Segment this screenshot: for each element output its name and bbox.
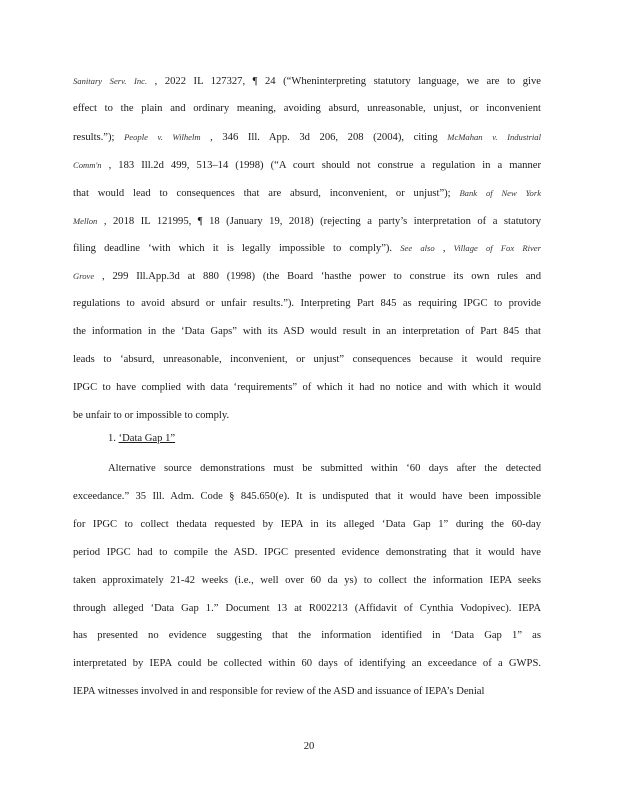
text-line: regulations to avoid absurd or unfair results.”). Interpreting Part 845 as requiring IPGC to provide bbox=[73, 298, 541, 310]
text-line: Comm'n , 183 Ill.2d 499, 513–14 (1998) (“A court should not construe a regulation in a manner bbox=[73, 159, 541, 171]
text-line: that would lead to consequences that are absurd, inconvenient, or unjust”); Bank of New York bbox=[73, 187, 542, 199]
text-line: IEPA witnesses involved in and responsible for review of the ASD and issuance of IEPA’s Denial bbox=[73, 686, 485, 698]
text-line: results.”); People v. Wilhelm , 346 Ill. App. 3d 206, 208 (2004), citing McMahan v. Industrial bbox=[73, 131, 541, 143]
text-line: through alleged ‘Data Gap 1.” Document 13 at R002213 (Affidavit of Cynthia Vodopivec). IEPA bbox=[73, 602, 541, 614]
text-line: filing deadline ‘with which it is legally impossible to comply”). See also , Village of Fox River bbox=[73, 243, 541, 255]
section-heading bbox=[108, 433, 175, 444]
text-line: has presented no evidence suggesting that the information identified in ‘Data Gap 1” as bbox=[73, 630, 541, 642]
text-line: Sanitary Serv. Inc. , 2022 IL 127327, ¶ 24 (“Wheninterpreting statutory language, we are to give bbox=[73, 76, 541, 87]
text-line: interpretated by IEPA could be collected within 60 days of identifying an exceedance of a GWPS. bbox=[73, 658, 541, 670]
text-line: exceedance.” 35 Ill. Adm. Code § 845.650(e). It is undisputed that it would have been impossible bbox=[73, 490, 541, 502]
heading-title: ‘Data Gap 1” bbox=[118, 433, 176, 444]
text-line: Grove , 299 Ill.App.3d at 880 (1998) (the Board ‘hasthe power to construe its own rules and bbox=[73, 271, 541, 283]
text-line: be unfair to or impossible to comply. bbox=[73, 409, 230, 421]
text-line: effect to the plain and ordinary meaning, avoiding absurd, unreasonable, unjust, or inconvenient bbox=[73, 102, 541, 114]
page-number: 20 bbox=[303, 741, 315, 752]
text-line: for IPGC to collect thedata requested by IEPA in its alleged ‘Data Gap 1” during the 60-day bbox=[73, 518, 541, 530]
text-line: the information in the ‘Data Gaps” with its ASD would result in an interpretation of Part 845 that bbox=[73, 326, 541, 338]
text-line: leads to ‘absurd, unreasonable, inconvenient, or unjust” consequences because it would require bbox=[73, 354, 541, 365]
text-line: IPGC to have complied with data ‘requirements” of which it had no notice and with which it would bbox=[73, 381, 541, 393]
text-line: Alternative source demonstrations must be submitted within ‘60 days after the detected bbox=[108, 463, 541, 474]
text-line: period IPGC had to compile the ASD. IPGC presented evidence demonstrating that it would have bbox=[73, 546, 541, 558]
text-line: Mellon , 2018 IL 121995, ¶ 18 (January 19, 2018) (rejecting a party’s interpretation of a statutory bbox=[73, 215, 541, 227]
heading-number: 1. bbox=[108, 433, 116, 444]
text-line: taken approximately 21-42 weeks (i.e., well over 60 da ys) to collect the information IEPA seeks bbox=[73, 574, 541, 586]
